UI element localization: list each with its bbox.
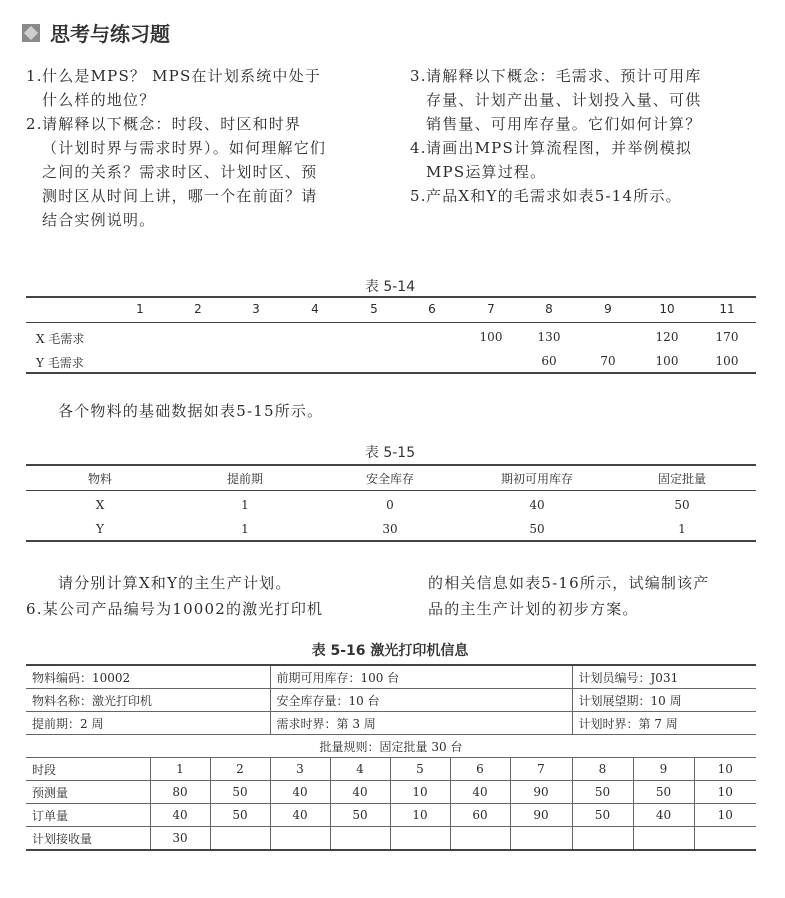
value-cell: 100 xyxy=(479,330,503,344)
column-header: 提前期 xyxy=(226,472,263,486)
table-5-14-caption: 表 5-14 xyxy=(364,279,416,295)
info-cell: 计划员编号：J031 xyxy=(572,665,756,689)
row-label: Y 毛需求 xyxy=(36,356,84,370)
question-line: 请画出MPS计算流程图，并举例模拟 xyxy=(426,139,693,157)
question-6 xyxy=(26,598,323,619)
value-cell xyxy=(450,827,510,851)
period-header: 8 xyxy=(545,302,553,316)
lot-rule-row xyxy=(26,735,756,758)
value-cell: 40 xyxy=(450,781,510,804)
value-cell: 100 xyxy=(715,354,739,368)
value-cell: 130 xyxy=(537,330,561,344)
value-cell: Y xyxy=(96,522,104,536)
value-cell: 10 xyxy=(694,804,756,827)
period-cell: 8 xyxy=(572,758,633,781)
period-header: 2 xyxy=(194,302,202,316)
value-cell: 40 xyxy=(270,804,330,827)
period-header: 5 xyxy=(370,302,378,316)
value-cell xyxy=(510,827,572,851)
value-cell: 50 xyxy=(674,498,690,512)
value-cell xyxy=(270,827,330,851)
row-label: X 毛需求 xyxy=(36,332,85,346)
row-label: 计划接收量 xyxy=(26,827,150,851)
period-header: 4 xyxy=(311,302,319,316)
question-line: 请解释以下概念：时段、时区和时界 xyxy=(42,115,302,133)
scheduled-receipt-row xyxy=(26,827,756,851)
row-label: 订单量 xyxy=(26,804,150,827)
value-cell: 90 xyxy=(510,804,572,827)
value-cell xyxy=(210,827,270,851)
table-5-16 xyxy=(26,664,756,851)
diamond-square-icon xyxy=(22,24,40,42)
question-number: 4. xyxy=(410,139,427,157)
period-header: 10 xyxy=(659,302,675,316)
question-line: （计划时界与需求时界）。如何理解它们 xyxy=(42,139,327,157)
period-row xyxy=(26,758,756,781)
info-cell: 物料名称：激光打印机 xyxy=(26,689,270,712)
value-cell: 40 xyxy=(330,781,390,804)
period-cell: 2 xyxy=(210,758,270,781)
value-cell: 40 xyxy=(270,781,330,804)
info-cell: 安全库存量：10 台 xyxy=(270,689,572,712)
question-1 xyxy=(26,64,382,112)
table-5-14-header-rule xyxy=(26,322,756,323)
value-cell xyxy=(572,827,633,851)
value-cell: X xyxy=(95,498,105,512)
value-cell: 40 xyxy=(529,498,545,512)
question-number: 5. xyxy=(410,187,427,205)
table-5-15-header-rule xyxy=(26,490,756,491)
info-cell: 提前期：2 周 xyxy=(26,712,270,735)
period-header: 11 xyxy=(719,302,735,316)
question-line: MPS运算过程。 xyxy=(426,163,547,181)
question-3 xyxy=(410,64,762,136)
period-cell: 1 xyxy=(150,758,210,781)
question-4 xyxy=(410,136,762,184)
question-line: 销售量、可用库存量。它们如何计算？ xyxy=(426,115,702,133)
question-line: 存量、计划产出量、计划投入量、可供 xyxy=(426,91,702,109)
question-line: 测时区从时间上讲，哪一个在前面？请 xyxy=(42,187,318,205)
value-cell: 50 xyxy=(210,804,270,827)
value-cell: 50 xyxy=(529,522,545,536)
section-heading xyxy=(22,18,170,47)
value-cell: 30 xyxy=(382,522,398,536)
value-cell: 100 xyxy=(655,354,679,368)
value-cell: 0 xyxy=(386,498,394,512)
value-cell: 50 xyxy=(572,804,633,827)
value-cell: 70 xyxy=(600,354,616,368)
table-5-15-caption: 表 5-15 xyxy=(364,445,416,461)
row-label: 时段 xyxy=(26,758,150,781)
period-cell: 6 xyxy=(450,758,510,781)
question-6-cont-1: 的相关信息如表5-16所示，试编制该产 xyxy=(428,574,710,592)
question-number: 1. xyxy=(26,67,43,85)
info-row xyxy=(26,665,756,689)
info-row xyxy=(26,689,756,712)
value-cell: 10 xyxy=(694,781,756,804)
paragraph-calc: 请分别计算X和Y的主生产计划。 xyxy=(58,574,292,592)
info-row xyxy=(26,712,756,735)
table-5-14-bottom-rule xyxy=(26,372,756,374)
period-header: 1 xyxy=(136,302,144,316)
value-cell: 1 xyxy=(678,522,686,536)
value-cell: 1 xyxy=(241,522,249,536)
question-6-cont-2: 品的主生产计划的初步方案。 xyxy=(428,600,639,618)
period-header: 3 xyxy=(252,302,260,316)
column-header: 物料 xyxy=(87,472,112,486)
question-line: 什么样的地位？ xyxy=(42,91,156,109)
table-5-14-top-rule xyxy=(26,296,756,298)
value-cell: 80 xyxy=(150,781,210,804)
table-5-16-caption: 表 5-16 激光打印机信息 xyxy=(311,643,469,659)
paragraph-5-15-intro: 各个物料的基础数据如表5-15所示。 xyxy=(58,402,324,420)
question-5 xyxy=(410,184,762,208)
value-cell: 50 xyxy=(572,781,633,804)
value-cell xyxy=(633,827,694,851)
row-label: 预测量 xyxy=(26,781,150,804)
lot-rule-cell: 批量规则：固定批量 30 台 xyxy=(26,735,756,758)
value-cell: 60 xyxy=(450,804,510,827)
column-header: 期初可用库存 xyxy=(500,472,573,486)
period-cell: 3 xyxy=(270,758,330,781)
period-cell: 10 xyxy=(694,758,756,781)
question-2 xyxy=(26,112,382,232)
value-cell: 30 xyxy=(150,827,210,851)
value-cell: 50 xyxy=(633,781,694,804)
value-cell xyxy=(390,827,450,851)
column-header: 安全库存 xyxy=(365,472,414,486)
period-cell: 9 xyxy=(633,758,694,781)
info-cell: 前期可用库存：100 台 xyxy=(270,665,572,689)
value-cell: 40 xyxy=(633,804,694,827)
period-cell: 4 xyxy=(330,758,390,781)
question-number: 6. xyxy=(26,600,43,618)
info-cell: 计划时界：第 7 周 xyxy=(572,712,756,735)
period-header: 9 xyxy=(604,302,612,316)
value-cell xyxy=(694,827,756,851)
value-cell: 10 xyxy=(390,804,450,827)
table-5-15-top-rule xyxy=(26,464,756,466)
question-line: 某公司产品编号为10002的激光打印机 xyxy=(42,600,324,618)
question-line: 产品X和Y的毛需求如表5-14所示。 xyxy=(426,187,682,205)
value-cell: 170 xyxy=(715,330,739,344)
value-cell xyxy=(330,827,390,851)
value-cell: 50 xyxy=(210,781,270,804)
question-number: 3. xyxy=(410,67,427,85)
period-cell: 7 xyxy=(510,758,572,781)
value-cell: 40 xyxy=(150,804,210,827)
table-5-15-bottom-rule xyxy=(26,540,756,542)
question-line: 结合实例说明。 xyxy=(42,211,156,229)
question-line: 什么是MPS？ MPS在计划系统中处于 xyxy=(42,67,322,85)
question-line: 之间的关系？需求时区、计划时区、预 xyxy=(42,163,318,181)
question-line: 请解释以下概念：毛需求、预计可用库 xyxy=(426,67,702,85)
period-header: 7 xyxy=(487,302,495,316)
info-cell: 物料编码：10002 xyxy=(26,665,270,689)
period-header: 6 xyxy=(428,302,436,316)
questions-right-column xyxy=(410,64,762,208)
order-row xyxy=(26,804,756,827)
forecast-row xyxy=(26,781,756,804)
value-cell: 120 xyxy=(655,330,679,344)
column-header: 固定批量 xyxy=(657,472,706,486)
questions-left-column xyxy=(26,64,382,232)
value-cell: 10 xyxy=(390,781,450,804)
value-cell: 90 xyxy=(510,781,572,804)
value-cell: 50 xyxy=(330,804,390,827)
section-heading-text: 思考与练习题 xyxy=(50,22,170,46)
question-number: 2. xyxy=(26,115,43,133)
info-cell: 计划展望期：10 周 xyxy=(572,689,756,712)
info-cell: 需求时界：第 3 周 xyxy=(270,712,572,735)
value-cell: 1 xyxy=(241,498,249,512)
value-cell: 60 xyxy=(541,354,557,368)
period-cell: 5 xyxy=(390,758,450,781)
